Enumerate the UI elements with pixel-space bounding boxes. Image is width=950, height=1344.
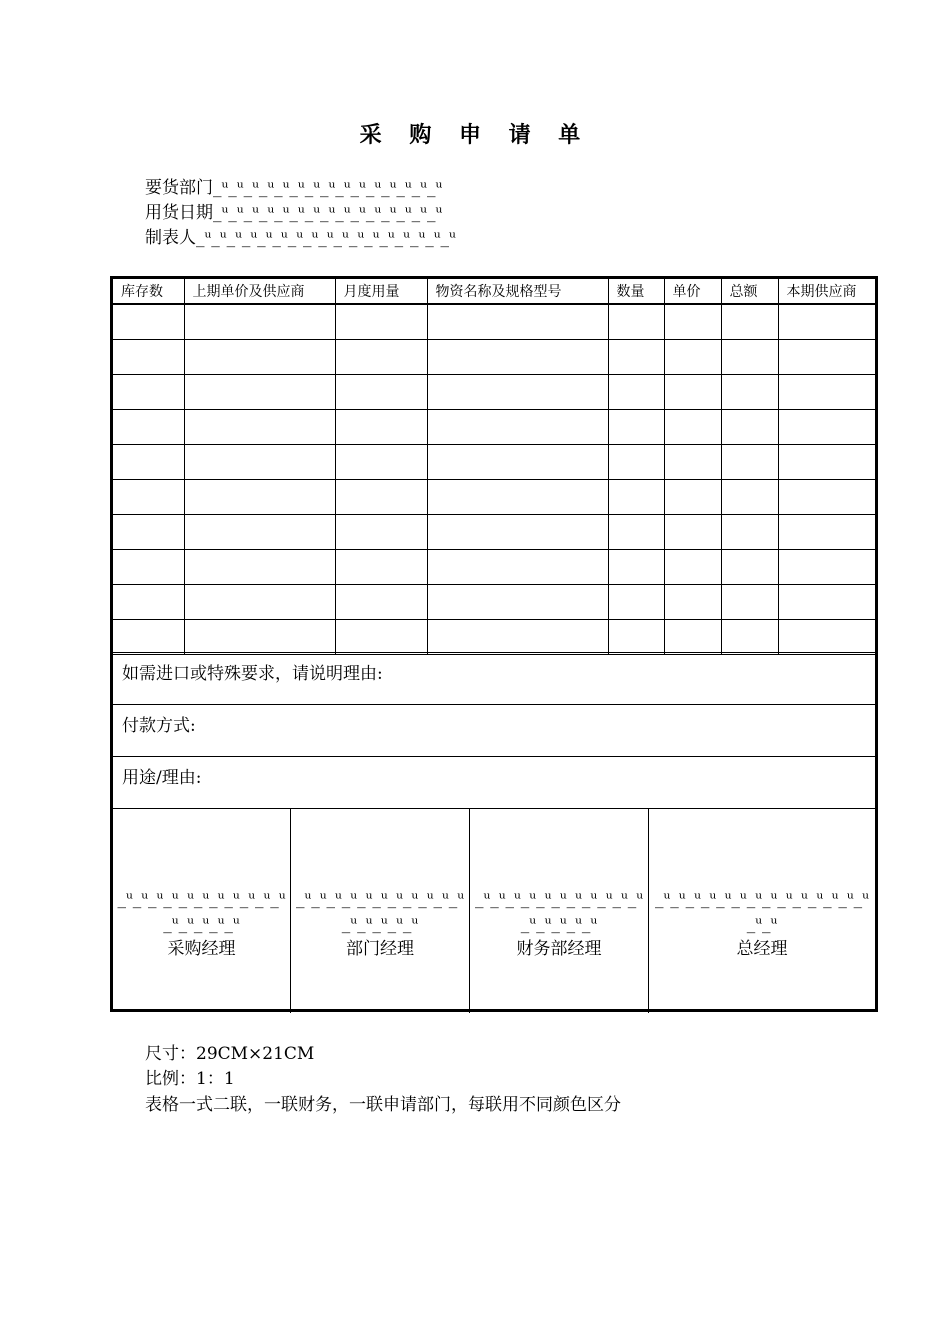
table-cell[interactable] — [184, 549, 335, 584]
table-cell[interactable] — [113, 374, 184, 409]
col-header-stock: 库存数 — [113, 279, 184, 304]
table-cell[interactable] — [721, 444, 778, 479]
table-row — [113, 374, 875, 409]
table-row — [113, 549, 875, 584]
col-header-last-price-supplier: 上期单价及供应商 — [184, 279, 335, 304]
signature-line: _ᵘ_ᵘ_ᵘ_ᵘ_ᵘ_ᵘ_ᵘ_ᵘ_ᵘ_ᵘ_ᵘ_ᵘ_ᵘ_ᵘ_ᵘ_ᵘ 采购经理 — [117, 887, 286, 962]
table-cell[interactable] — [335, 374, 427, 409]
table-cell[interactable] — [721, 514, 778, 549]
table-cell[interactable] — [427, 339, 608, 374]
table-cell[interactable] — [664, 339, 721, 374]
signature-line: _ᵘ_ᵘ_ᵘ_ᵘ_ᵘ_ᵘ_ᵘ_ᵘ_ᵘ_ᵘ_ᵘ_ᵘ_ᵘ_ᵘ_ᵘ_ᵘ 总经理 — [653, 887, 871, 962]
field-requesting-department[interactable]: 要货部门_ᵘ_ᵘ_ᵘ_ᵘ_ᵘ_ᵘ_ᵘ_ᵘ_ᵘ_ᵘ_ᵘ_ᵘ_ᵘ_ᵘ_ᵘ — [145, 178, 443, 198]
table-cell[interactable] — [664, 514, 721, 549]
table-cell[interactable] — [427, 409, 608, 444]
table-row — [113, 304, 875, 339]
table-row — [113, 479, 875, 514]
table-cell[interactable] — [113, 619, 184, 654]
col-header-current-supplier: 本期供应商 — [778, 279, 875, 304]
note-payment-method[interactable]: 付款方式: — [113, 704, 875, 756]
table-row — [113, 584, 875, 619]
table-cell[interactable] — [778, 584, 875, 619]
table-cell[interactable] — [335, 549, 427, 584]
footer-scale: 比例：1：1 — [145, 1069, 235, 1089]
table-cell[interactable] — [608, 479, 664, 514]
table-cell[interactable] — [335, 584, 427, 619]
table-cell[interactable] — [608, 304, 664, 339]
table-cell[interactable] — [721, 409, 778, 444]
purchase-request-form — [110, 276, 878, 1012]
field-use-date[interactable]: 用货日期_ᵘ_ᵘ_ᵘ_ᵘ_ᵘ_ᵘ_ᵘ_ᵘ_ᵘ_ᵘ_ᵘ_ᵘ_ᵘ_ᵘ_ᵘ — [145, 203, 443, 223]
table-row — [113, 339, 875, 374]
table-cell[interactable] — [184, 619, 335, 654]
signature-purchasing-manager[interactable] — [113, 809, 291, 1013]
col-header-total: 总额 — [721, 279, 778, 304]
table-cell[interactable] — [335, 444, 427, 479]
table-cell[interactable] — [427, 549, 608, 584]
table-cell[interactable] — [113, 339, 184, 374]
table-cell[interactable] — [184, 409, 335, 444]
table-cell[interactable] — [664, 549, 721, 584]
table-cell[interactable] — [184, 444, 335, 479]
table-cell[interactable] — [721, 584, 778, 619]
table-cell[interactable] — [335, 619, 427, 654]
col-header-unit-price: 单价 — [664, 279, 721, 304]
table-cell[interactable] — [664, 304, 721, 339]
signature-finance-manager[interactable] — [470, 809, 649, 1013]
table-cell[interactable] — [778, 444, 875, 479]
field-prepared-by[interactable]: 制表人_ᵘ_ᵘ_ᵘ_ᵘ_ᵘ_ᵘ_ᵘ_ᵘ_ᵘ_ᵘ_ᵘ_ᵘ_ᵘ_ᵘ_ᵘ_ᵘ_ᵘ — [145, 228, 456, 248]
table-cell[interactable] — [664, 584, 721, 619]
col-header-monthly-usage: 月度用量 — [335, 279, 427, 304]
table-cell[interactable] — [335, 514, 427, 549]
table-cell[interactable] — [778, 374, 875, 409]
table-cell[interactable] — [608, 409, 664, 444]
table-cell[interactable] — [427, 584, 608, 619]
note-purpose-reason[interactable]: 用途/理由: — [113, 756, 875, 808]
table-cell[interactable] — [778, 304, 875, 339]
table-cell[interactable] — [664, 619, 721, 654]
footer-instructions: 表格一式二联，一联财务，一联申请部门，每联用不同颜色区分 — [145, 1095, 621, 1115]
table-cell[interactable] — [335, 479, 427, 514]
table-cell[interactable] — [608, 549, 664, 584]
signature-general-manager[interactable] — [649, 809, 875, 1013]
table-row — [113, 409, 875, 444]
table-cell[interactable] — [721, 619, 778, 654]
table-cell[interactable] — [608, 374, 664, 409]
table-cell[interactable] — [184, 479, 335, 514]
table-cell[interactable] — [664, 409, 721, 444]
footer-size: 尺寸：29CM×21CM — [145, 1044, 315, 1064]
table-cell[interactable] — [335, 304, 427, 339]
table-cell[interactable] — [608, 584, 664, 619]
table-cell[interactable] — [113, 479, 184, 514]
page-title: 采 购 申 请 单 — [359, 122, 591, 148]
table-cell[interactable] — [184, 514, 335, 549]
table-cell[interactable] — [184, 374, 335, 409]
signature-line: _ᵘ_ᵘ_ᵘ_ᵘ_ᵘ_ᵘ_ᵘ_ᵘ_ᵘ_ᵘ_ᵘ_ᵘ_ᵘ_ᵘ_ᵘ_ᵘ 财务部经理 — [474, 887, 644, 962]
note-import-reason[interactable]: 如需进口或特殊要求，请说明理由: — [113, 652, 875, 704]
table-cell[interactable] — [113, 514, 184, 549]
table-cell[interactable] — [427, 619, 608, 654]
table-cell[interactable] — [778, 514, 875, 549]
signature-department-manager[interactable] — [291, 809, 470, 1013]
table-cell[interactable] — [608, 619, 664, 654]
table-cell[interactable] — [608, 514, 664, 549]
signature-role: 部门经理 — [346, 939, 414, 959]
table-cell[interactable] — [427, 444, 608, 479]
items-table — [113, 279, 875, 655]
table-cell[interactable] — [113, 584, 184, 619]
table-cell[interactable] — [184, 304, 335, 339]
table-cell[interactable] — [608, 444, 664, 479]
table-header-row — [113, 279, 875, 304]
table-cell[interactable] — [608, 339, 664, 374]
table-cell[interactable] — [778, 619, 875, 654]
table-row — [113, 619, 875, 654]
table-cell[interactable] — [335, 409, 427, 444]
table-cell[interactable] — [113, 549, 184, 584]
table-cell[interactable] — [778, 479, 875, 514]
table-row — [113, 514, 875, 549]
signature-role: 总经理 — [736, 939, 788, 959]
col-header-item-spec: 物资名称及规格型号 — [427, 279, 608, 304]
table-cell[interactable] — [184, 584, 335, 619]
table-cell[interactable] — [721, 549, 778, 584]
table-cell[interactable] — [664, 444, 721, 479]
table-cell[interactable] — [721, 304, 778, 339]
table-cell[interactable] — [721, 479, 778, 514]
signature-section — [113, 808, 875, 1013]
table-cell[interactable] — [427, 304, 608, 339]
table-cell[interactable] — [721, 339, 778, 374]
table-cell[interactable] — [664, 479, 721, 514]
col-header-quantity: 数量 — [608, 279, 664, 304]
table-cell[interactable] — [778, 409, 875, 444]
signature-role: 财务部经理 — [516, 939, 602, 959]
table-cell[interactable] — [778, 549, 875, 584]
table-cell[interactable] — [427, 374, 608, 409]
table-cell[interactable] — [113, 304, 184, 339]
signature-role: 采购经理 — [167, 939, 236, 959]
table-cell[interactable] — [427, 479, 608, 514]
table-cell[interactable] — [113, 444, 184, 479]
table-cell[interactable] — [721, 374, 778, 409]
table-cell[interactable] — [184, 339, 335, 374]
table-cell[interactable] — [664, 374, 721, 409]
signature-line: _ᵘ_ᵘ_ᵘ_ᵘ_ᵘ_ᵘ_ᵘ_ᵘ_ᵘ_ᵘ_ᵘ_ᵘ_ᵘ_ᵘ_ᵘ_ᵘ 部门经理 — [295, 887, 465, 962]
table-cell[interactable] — [778, 339, 875, 374]
table-cell[interactable] — [113, 409, 184, 444]
table-row — [113, 444, 875, 479]
table-cell[interactable] — [427, 514, 608, 549]
table-cell[interactable] — [335, 339, 427, 374]
